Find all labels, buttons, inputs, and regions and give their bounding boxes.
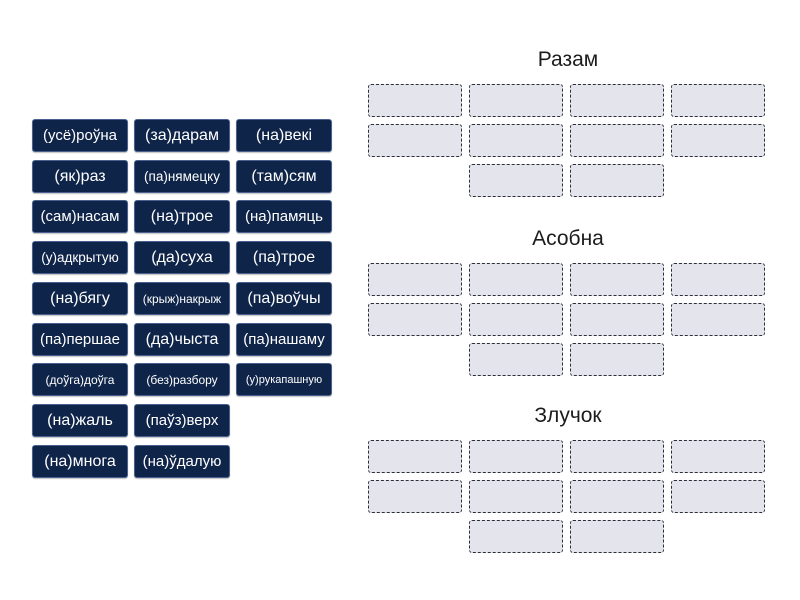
word-tile[interactable]: (да)суха <box>134 241 230 274</box>
drop-slot[interactable] <box>469 164 563 197</box>
group-title: Асобна <box>532 227 604 250</box>
drop-slot[interactable] <box>671 480 765 513</box>
word-tile[interactable]: (па)нашаму <box>236 323 332 356</box>
drop-slot[interactable] <box>570 84 664 117</box>
word-tile[interactable]: (на)векі <box>236 119 332 152</box>
word-tile[interactable]: (да)чыста <box>134 323 230 356</box>
drop-slot[interactable] <box>368 480 462 513</box>
drop-slot[interactable] <box>671 84 765 117</box>
drop-slot[interactable] <box>469 520 563 553</box>
drop-slot[interactable] <box>671 440 765 473</box>
drop-slot[interactable] <box>570 440 664 473</box>
word-tiles-panel <box>32 119 332 481</box>
word-tile[interactable]: (па)трое <box>236 241 332 274</box>
word-tile[interactable]: (на)бягу <box>32 282 128 315</box>
drop-slot[interactable] <box>570 303 664 336</box>
drop-slot[interactable] <box>570 164 664 197</box>
drop-slot[interactable] <box>570 480 664 513</box>
group-title: Злучок <box>534 404 602 427</box>
drop-slot[interactable] <box>671 124 765 157</box>
drop-slot[interactable] <box>469 480 563 513</box>
word-tile[interactable]: (паўз)верх <box>134 404 230 437</box>
drop-slot[interactable] <box>368 84 462 117</box>
drop-slot[interactable] <box>469 440 563 473</box>
word-tile[interactable]: (крыж)накрыж <box>134 282 230 315</box>
word-tile[interactable]: (там)сям <box>236 160 332 193</box>
drop-slot[interactable] <box>368 124 462 157</box>
word-tile[interactable]: (па)воўчы <box>236 282 332 315</box>
word-tile[interactable]: (як)раз <box>32 160 128 193</box>
drop-slot[interactable] <box>570 124 664 157</box>
word-tile[interactable]: (за)дарам <box>134 119 230 152</box>
drop-slot[interactable] <box>469 343 563 376</box>
drop-slot[interactable] <box>570 263 664 296</box>
word-tile[interactable]: (сам)насам <box>32 200 128 233</box>
word-tile[interactable]: (на)жаль <box>32 404 128 437</box>
group-title: Разам <box>537 48 599 71</box>
drop-slot[interactable] <box>570 520 664 553</box>
word-tile[interactable]: (доўга)доўга <box>32 363 128 396</box>
word-tile[interactable]: (па)першае <box>32 323 128 356</box>
drop-slot[interactable] <box>368 440 462 473</box>
drop-slot[interactable] <box>671 263 765 296</box>
word-tile[interactable]: (усё)роўна <box>32 119 128 152</box>
word-tile[interactable]: (на)многа <box>32 445 128 478</box>
drop-slot[interactable] <box>469 263 563 296</box>
word-tile[interactable]: (на)памяць <box>236 200 332 233</box>
word-tile[interactable]: (у)адкрытую <box>32 241 128 274</box>
drop-slot[interactable] <box>469 124 563 157</box>
drop-slot[interactable] <box>368 303 462 336</box>
drop-slot[interactable] <box>469 84 563 117</box>
drop-slot[interactable] <box>469 303 563 336</box>
word-tile[interactable]: (па)нямецку <box>134 160 230 193</box>
word-tile[interactable]: (на)трое <box>134 200 230 233</box>
word-tile[interactable]: (у)рукапашную <box>236 363 332 396</box>
word-tile[interactable]: (без)разбору <box>134 363 230 396</box>
drop-slot[interactable] <box>671 303 765 336</box>
word-tile[interactable]: (на)ўдалую <box>134 445 230 478</box>
drop-slot[interactable] <box>570 343 664 376</box>
drop-slot[interactable] <box>368 263 462 296</box>
